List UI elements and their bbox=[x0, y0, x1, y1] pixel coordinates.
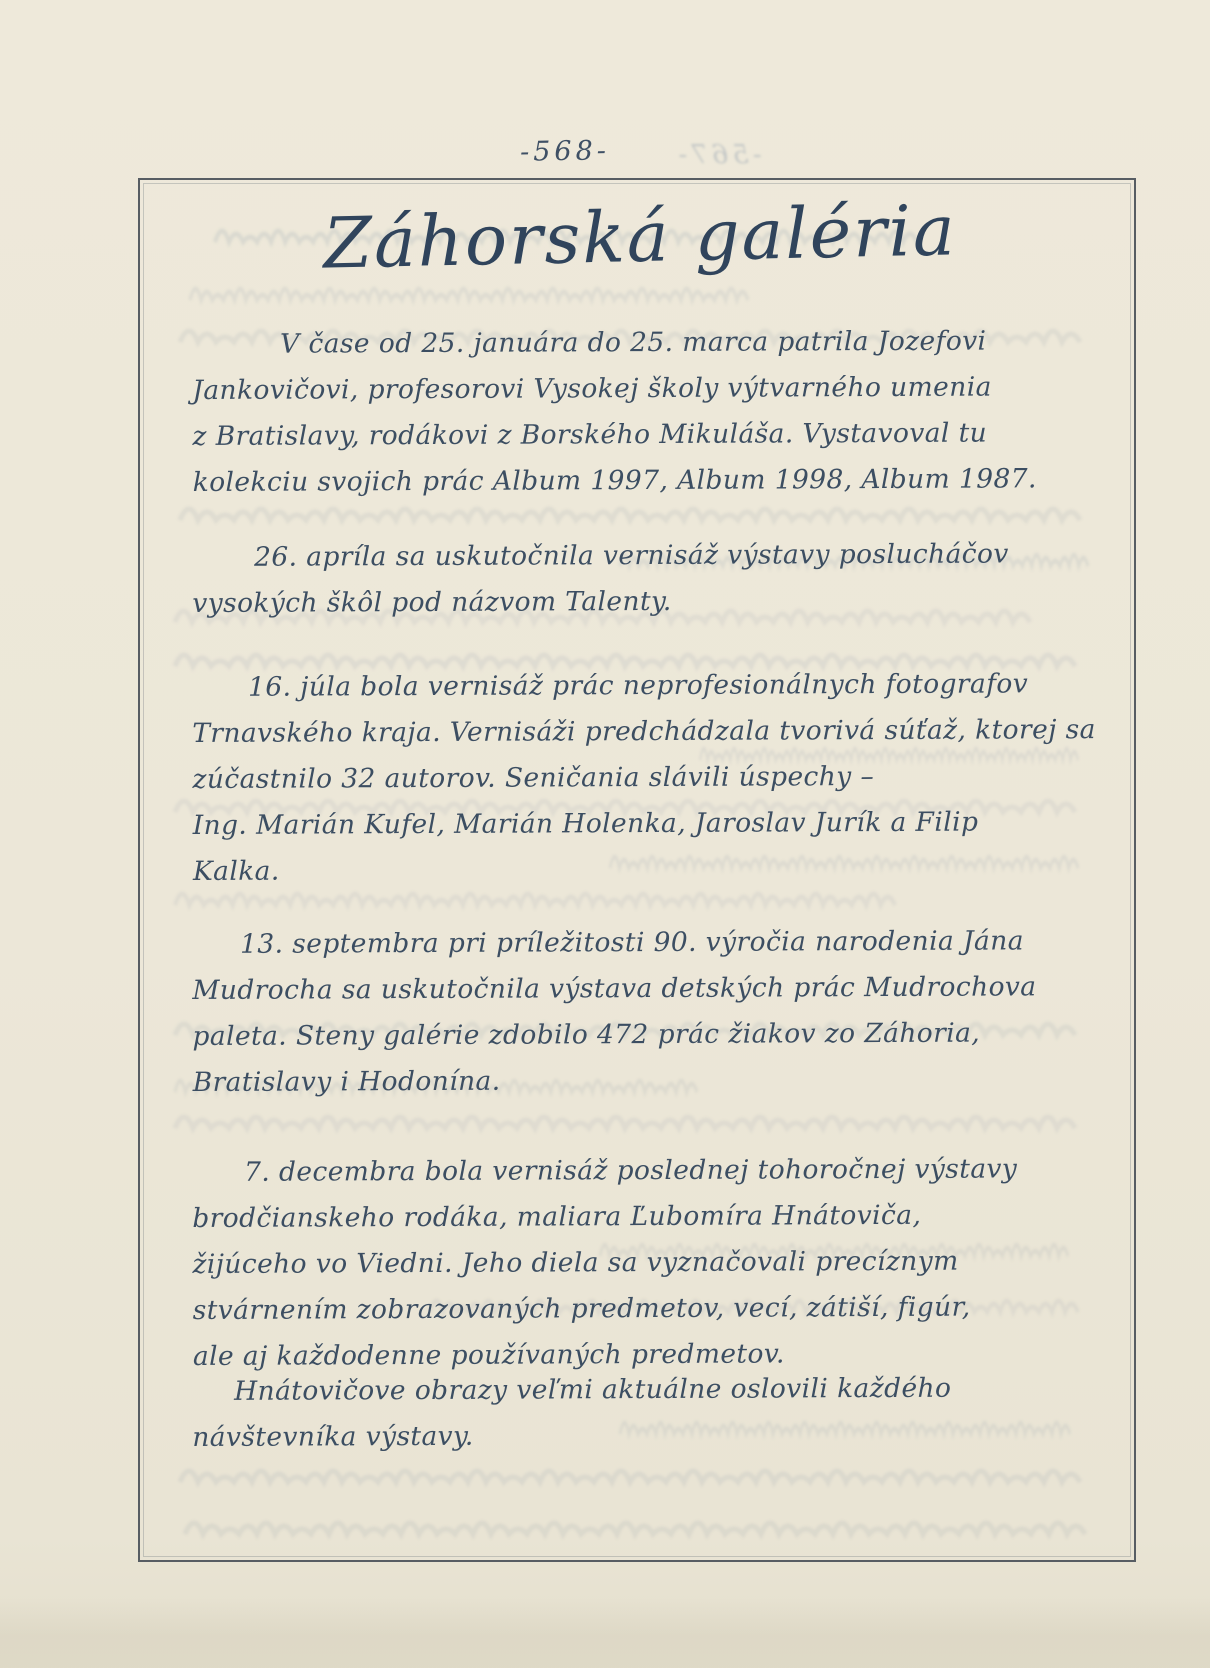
page-number: -568- bbox=[519, 135, 611, 168]
paragraph-december-hnatovic: 7. decembra bola vernisáž poslednej tohoročnej výstavy brodčianskeho rodáka, maliara Ľubomíra Hnátoviča, žijúceho vo Viedni. Jeho diela sa vyznačovali precíznym stvárnením zobrazovaných predmetov, vecí, zátiší, figúr, ale aj každodenne používaných predmetov. bbox=[192, 1153, 1018, 1372]
page-bottom-shading bbox=[0, 1598, 1210, 1668]
paragraph-september-mudroch: 13. septembra pri príležitosti 90. výročia narodenia Jána Mudrocha sa uskutočnila výstava detských prác Mudrochova paleta. Steny galérie zdobilo 472 prác žiakov zo Záhoria, Bratislavy i Hodonína. bbox=[192, 925, 1037, 1098]
ghost-page-number: -567- bbox=[674, 140, 762, 170]
paragraph-april-vernissage: 26. apríla sa uskutočnila vernisáž výstavy poslucháčov vysokých škôl pod názvom Talenty. bbox=[192, 538, 1009, 619]
paragraph-closing-remark: Hnátovičove obrazy veľmi aktuálne oslovili každého návštevníka výstavy. bbox=[192, 1372, 952, 1453]
paragraph-july-photographers: 16. júla bola vernisáž prác neprofesionálnych fotografov Trnavského kraja. Vernisáži predchádzala tvorivá súťaž, ktorej sa zúčastnilo 32 autorov. Seničania slávili úspechy – Ing. Marián Kufel, Marián Holenka, Jaroslav Jurík a Filip Kalka. bbox=[192, 668, 1096, 887]
paragraph-january-exhibition: V čase od 25. januára do 25. marca patrila Jozefovi Jankovičovi, profesorovi Vysokej školy výtvarného umenia z Bratislavy, rodákovi z Borského Mikuláša. Vystavoval tu kolekciu svojich prác Album 1997, Album 1998, Album 1987. bbox=[192, 325, 1037, 498]
chronicle-title: Záhorská galéria bbox=[322, 189, 958, 285]
